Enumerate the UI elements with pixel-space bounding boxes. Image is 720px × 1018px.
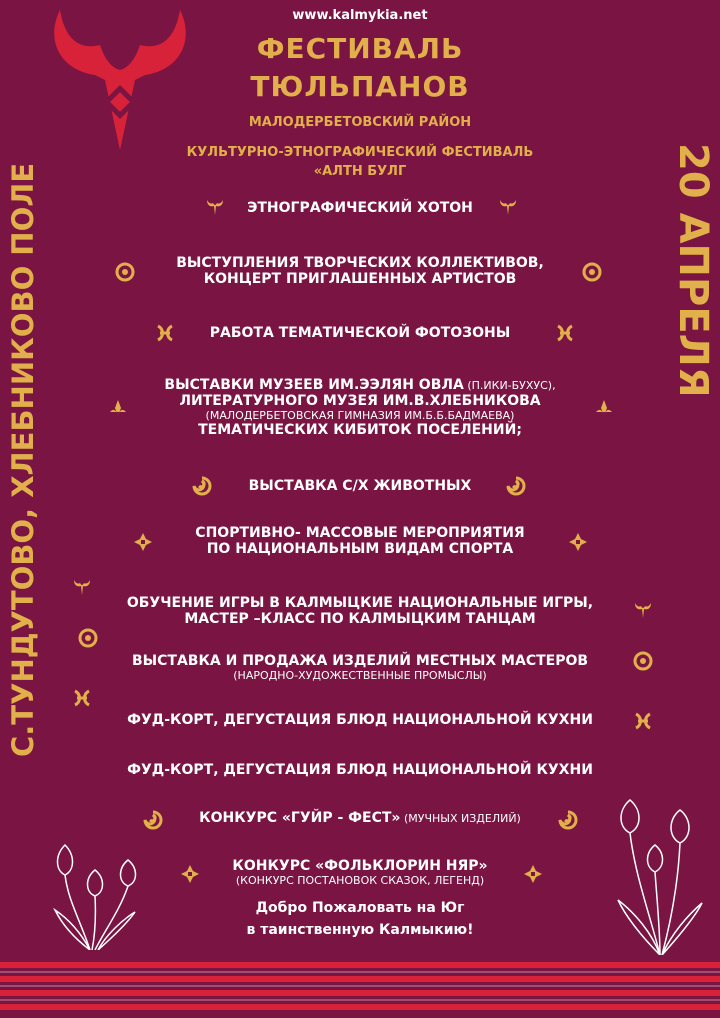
item-photozone [120,325,600,341]
item-sports [120,525,600,557]
festival-name: «АЛТН БУЛГ [313,164,407,179]
ornament-icon [523,864,543,884]
item-text: (КОНКУРС ПОСТАНОВОК СКАЗОК, ЛЕГЕНД) [235,874,485,887]
item-text [120,377,600,393]
date-vertical: 20 АПРЕЛЯ [670,142,716,398]
ornament-icon [558,810,578,830]
ornament-icon [568,532,588,552]
ornament-icon [155,323,175,343]
ornament-icon [594,398,614,418]
title-line-2: ТЮЛЬПАНОВ [250,70,470,103]
item-contest-gujr [120,810,600,826]
welcome-line-2: в таинственную Калмыкию! [246,922,474,938]
ornament-icon [133,532,153,552]
item-games [120,595,600,627]
item-text: ЛИТЕРАТУРНОГО МУЗЕЯ ИМ.В.ХЛЕБНИКОВА [179,393,541,409]
contest-gujr-title: КОНКУРС «ГУЙР - ФЕСТ» [199,810,401,826]
ornament-icon [180,864,200,884]
item-text: ВЫСТУПЛЕНИЯ ТВОРЧЕСКИХ КОЛЛЕКТИВОВ, [176,255,544,271]
item-food-2 [120,762,600,778]
item-text: ФУД-КОРТ, ДЕГУСТАЦИЯ БЛЮД НАЦИОНАЛЬНОЙ КУХНИ [127,712,593,728]
tulip-illustration [600,795,710,955]
ornament-icon [108,398,128,418]
item-text: (НАРОДНО-ХУДОЖЕСТВЕННЫЕ ПРОМЫСЛЫ) [233,669,487,682]
item-hoton [120,200,600,216]
welcome-line-1: Добро Пожаловать на Юг [255,900,465,916]
item-text: МАСТЕР –КЛАСС ПО КАЛМЫЦКИМ ТАНЦАМ [184,611,536,627]
item-text: (МАЛОДЕРБЕТОВСКАЯ ГИМНАЗИЯ ИМ.Б.Б.БАДМАЕВА) [205,409,515,422]
title-line-1: ФЕСТИВАЛЬ [256,32,464,65]
item-text: РАБОТА ТЕМАТИЧЕСКОЙ ФОТОЗОНЫ [209,325,511,341]
ornament-icon [633,600,653,620]
district: МАЛОДЕРБЕТОВСКИЙ РАЙОН [248,115,472,130]
item-text: ФУД-КОРТ, ДЕГУСТАЦИЯ БЛЮД НАЦИОНАЛЬНОЙ КУХНИ [127,762,593,778]
ornament-icon [205,197,225,217]
ornament-icon [72,577,92,597]
item-text: ПО НАЦИОНАЛЬНЫМ ВИДАМ СПОРТА [206,541,514,557]
museums-title: ВЫСТАВКИ МУЗЕЕВ ИМ.ЭЭЛЯН ОВЛА [164,377,464,393]
ornament-icon [555,323,575,343]
museums-place: (П.ИКИ-БУХУС), [463,379,556,392]
item-text [120,810,600,826]
festival-type: КУЛЬТУРНО-ЭТНОГРАФИЧЕСКИЙ ФЕСТИВАЛЬ [186,145,534,160]
ornament-icon [506,476,526,496]
item-text: ЭТНОГРАФИЧЕСКИЙ ХОТОН [247,200,473,216]
item-text: ВЫСТАВКА С/Х ЖИВОТНЫХ [248,478,472,494]
item-performances [120,255,600,287]
ornament-icon [143,810,163,830]
ornament-icon [633,651,653,671]
ornament-icon [633,711,653,731]
item-museums [120,377,600,438]
item-text: ОБУЧЕНИЕ ИГРЫ В КАЛМЫЦКИЕ НАЦИОНАЛЬНЫЕ ИГРЫ, [126,595,594,611]
ornamental-border [0,956,720,1018]
item-text: КОНЦЕРТ ПРИГЛАШЕННЫХ АРТИСТОВ [203,271,517,287]
ornament-icon [582,262,602,282]
site-url: www.kalmykia.net [292,8,428,23]
ornament-icon [72,688,92,708]
tulip-illustration [40,840,150,950]
item-food-1 [120,712,600,728]
location-vertical: С.ТУНДУТОВО, ХЛЕБНИКОВО ПОЛЕ [6,162,40,758]
ornament-icon [192,476,212,496]
item-text: ВЫСТАВКА И ПРОДАЖА ИЗДЕЛИЙ МЕСТНЫХ МАСТЕРОВ [131,653,589,669]
ornament-icon [498,197,518,217]
item-crafts [120,653,600,682]
item-text: СПОРТИВНО- МАССОВЫЕ МЕРОПРИЯТИЯ [195,525,525,541]
ornament-icon [78,628,98,648]
contest-gujr-note: (МУЧНЫХ ИЗДЕЛИЙ) [400,812,521,825]
ornament-icon [115,262,135,282]
item-text: ТЕМАТИЧЕСКИХ КИБИТОК ПОСЕЛЕНИЙ; [198,422,522,438]
item-text: КОНКУРС «ФОЛЬКЛОРИН НЯР» [232,858,488,874]
